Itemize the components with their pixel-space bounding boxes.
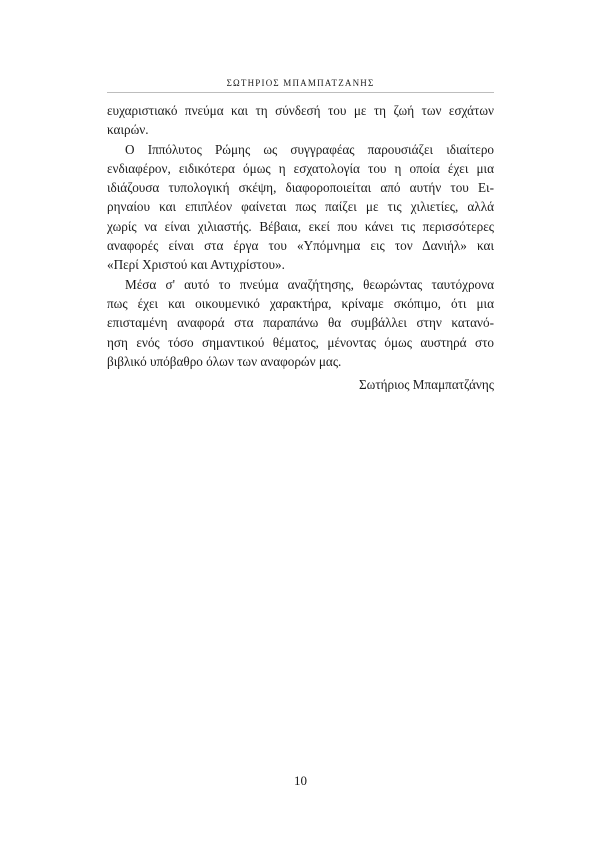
text-line: Μέσα σ' αυτό το πνεύμα αναζήτησης, θεωρώντας ταυτόχρονα	[125, 276, 494, 292]
text-line: Ο Ιππόλυτος Ρώμης ως συγγραφέας παρουσιάζει ιδιαίτερο	[125, 141, 494, 157]
text-line: ενδιαφέρον, ειδικότερα όμως η εσχατολογία του η οποία έχει μια	[107, 160, 494, 176]
text-line: «Περί Χριστού και Αντιχρίστου».	[107, 257, 285, 273]
text-line: ηση ενός τόσο σημαντικού θέματος, μένοντας όμως αυστηρά στο	[107, 334, 494, 350]
author-signature: Σωτήριος Μπαμπατζάνης	[359, 377, 494, 392]
text-line: καιρών.	[107, 122, 149, 138]
text-line: χωρίς να είναι χιλιαστής. Βέβαια, εκεί που κάνει τις περισσότερες	[107, 218, 494, 234]
body-text	[107, 101, 494, 371]
text-line: αναφορές είναι στα έργα του «Υπόμνημα εις τον Δανιήλ» και	[107, 238, 494, 254]
text-line: επισταμένη αναφορά στα παραπάνω θα συμβάλλει στην κατανό-	[107, 315, 494, 331]
text-line: πως έχει και οικουμενικό χαρακτήρα, κρίναμε σκόπιμο, ότι μια	[107, 295, 494, 311]
header-rule	[107, 92, 494, 93]
running-head: ΣΩΤΗΡΙΟΣ ΜΠΑΜΠΑΤΖΑΝΗΣ	[226, 78, 375, 88]
text-line: ευχαριστιακό πνεύμα και τη σύνδεσή του με τη ζωή των εσχάτων	[107, 103, 494, 118]
text-line: ρηναίου και επιπλέον φαίνεται πως παίζει με τις χιλιετίες, αλλά	[107, 199, 494, 215]
text-line: ιδιάζουσα τυπολογική σκέψη, διαφοροποιείται από αυτήν του Ει-	[107, 180, 494, 196]
page-number: 10	[294, 773, 307, 788]
text-line: βιβλικό υπόβαθρο όλων των αναφορών μας.	[107, 353, 342, 369]
